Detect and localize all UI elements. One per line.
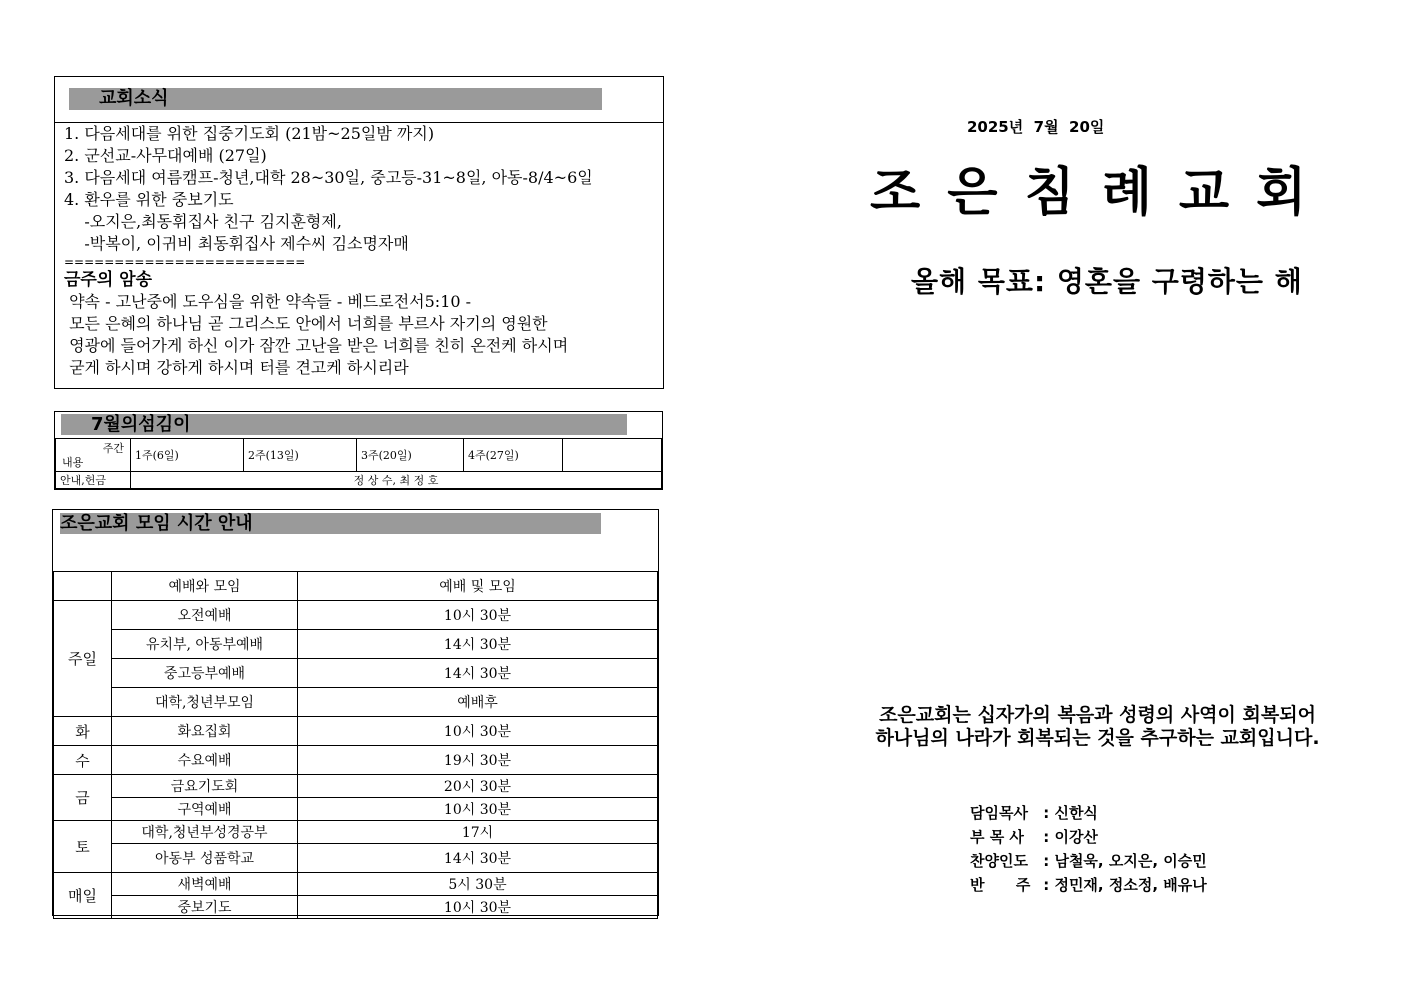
- service-box: [54, 411, 663, 490]
- meeting-name: 중보기도: [112, 896, 298, 919]
- staff-list: [970, 801, 1207, 897]
- meeting-time: 14시 30분: [298, 659, 658, 688]
- service-table: [55, 438, 662, 489]
- service-title: 7월의섬김이: [61, 414, 627, 435]
- meetings-day: 수: [54, 746, 112, 775]
- news-box: [54, 76, 664, 389]
- service-corner-bottom: 내용: [62, 456, 84, 469]
- staff-label: 찬양인도: [970, 852, 1028, 870]
- news-item: 2. 군선교-사무대예배 (27일): [64, 146, 267, 165]
- meetings-day: 토: [54, 821, 112, 873]
- meeting-time: 10시 30분: [298, 798, 658, 821]
- news-item: -오지은,최동휘집사 친구 김지훈형제,: [64, 212, 342, 231]
- staff-row: [970, 825, 1207, 849]
- service-row-label: 안내,헌금: [56, 472, 131, 489]
- meeting-name: 금요기도회: [112, 775, 298, 798]
- staff-row: [970, 849, 1207, 873]
- staff-value: : 이강산: [1043, 828, 1098, 846]
- meeting-time: 17시: [298, 821, 658, 844]
- meeting-name: 오전예배: [112, 601, 298, 630]
- meeting-time: 예배후: [298, 688, 658, 717]
- meetings-day: 화: [54, 717, 112, 746]
- meetings-title: 조은교회 모임 시간 안내: [60, 513, 601, 534]
- week-header: 2주(13일): [244, 439, 357, 472]
- meetings-table: [53, 571, 658, 919]
- week-header: 4주(27일): [464, 439, 563, 472]
- meeting-name: 대학,청년부성경공부: [112, 821, 298, 844]
- news-item: 1. 다음세대를 위한 집중기도회 (21밤~25일밤 까지): [64, 124, 435, 143]
- meetings-box: [52, 509, 659, 916]
- meeting-time: 14시 30분: [298, 630, 658, 659]
- staff-label: 부 목 사: [970, 828, 1024, 846]
- meeting-name: 유치부, 아동부예배: [112, 630, 298, 659]
- memory-line: 약속 - 고난중에 도우심을 위한 약속들 - 베드로전서5:10 -: [64, 292, 472, 311]
- memory-line: 모든 은혜의 하나님 곧 그리스도 안에서 너희를 부르사 자기의 영원한: [64, 314, 548, 333]
- memory-line: 영광에 들어가게 하신 이가 잠깐 고난을 받은 너희를 친히 온전케 하시며: [64, 336, 569, 355]
- meeting-time: 10시 30분: [298, 896, 658, 919]
- news-item: 3. 다음세대 여름캠프-청년,대학 28~30일, 중고등-31~8일, 아동-8/4~6일: [64, 168, 593, 187]
- meeting-time: 10시 30분: [298, 717, 658, 746]
- service-corner-cell: [56, 439, 131, 472]
- news-item: -박복이, 이귀비 최동휘집사 제수씨 김소명자매: [64, 234, 409, 253]
- meeting-name: 아동부 성품학교: [112, 844, 298, 873]
- meeting-name: 대학,청년부모임: [112, 688, 298, 717]
- staff-row: [970, 801, 1207, 825]
- week-header: 3주(20일): [357, 439, 464, 472]
- mission-line: 조은교회는 십자가의 복음과 성령의 사역이 회복되어: [879, 704, 1316, 726]
- staff-value: : 신한식: [1043, 804, 1098, 822]
- news-separator: ========================: [64, 255, 306, 269]
- meetings-day: 금: [54, 775, 112, 821]
- bulletin-date: 2025년 7월 20일: [967, 118, 1105, 136]
- staff-value: : 정민재, 정소정, 배유나: [1043, 876, 1207, 894]
- meeting-name: 구역예배: [112, 798, 298, 821]
- staff-row: [970, 873, 1207, 897]
- meeting-time: 10시 30분: [298, 601, 658, 630]
- meeting-name: 화요집회: [112, 717, 298, 746]
- week-header: 1주(6일): [131, 439, 244, 472]
- staff-label: 반 주: [970, 876, 1031, 894]
- week-header: [563, 439, 662, 472]
- meetings-col1-header: 예배와 모임: [112, 572, 298, 601]
- memory-title: 금주의 암송: [64, 270, 153, 290]
- meeting-time: 14시 30분: [298, 844, 658, 873]
- staff-value: : 남철욱, 오지은, 이승민: [1043, 852, 1207, 870]
- year-goal: 올해 목표: 영혼을 구령하는 해: [911, 265, 1303, 298]
- mission-line: 하나님의 나라가 회복되는 것을 추구하는 교회입니다.: [875, 727, 1320, 749]
- meeting-name: 새벽예배: [112, 873, 298, 896]
- meetings-day: 매일: [54, 873, 112, 919]
- meeting-name: 수요예배: [112, 746, 298, 775]
- staff-label: 담임목사: [970, 804, 1028, 822]
- church-name: 조은침례교회: [870, 163, 1334, 223]
- meetings-col2-header: 예배 및 모임: [298, 572, 658, 601]
- meeting-time: 20시 30분: [298, 775, 658, 798]
- service-corner-top: 주간: [102, 442, 124, 455]
- meeting-name: 중고등부예배: [112, 659, 298, 688]
- mission-statement: [870, 704, 1325, 750]
- meetings-day-header: [54, 572, 112, 601]
- news-body: [64, 123, 659, 379]
- news-title: 교회소식: [69, 88, 602, 110]
- memory-line: 굳게 하시며 강하게 하시며 터를 견고케 하시리라: [64, 358, 409, 377]
- meeting-time: 5시 30분: [298, 873, 658, 896]
- service-row-value: 정 상 수, 최 정 호: [131, 472, 662, 489]
- meetings-day: 주일: [54, 601, 112, 717]
- meeting-time: 19시 30분: [298, 746, 658, 775]
- news-item: 4. 환우를 위한 중보기도: [64, 190, 234, 209]
